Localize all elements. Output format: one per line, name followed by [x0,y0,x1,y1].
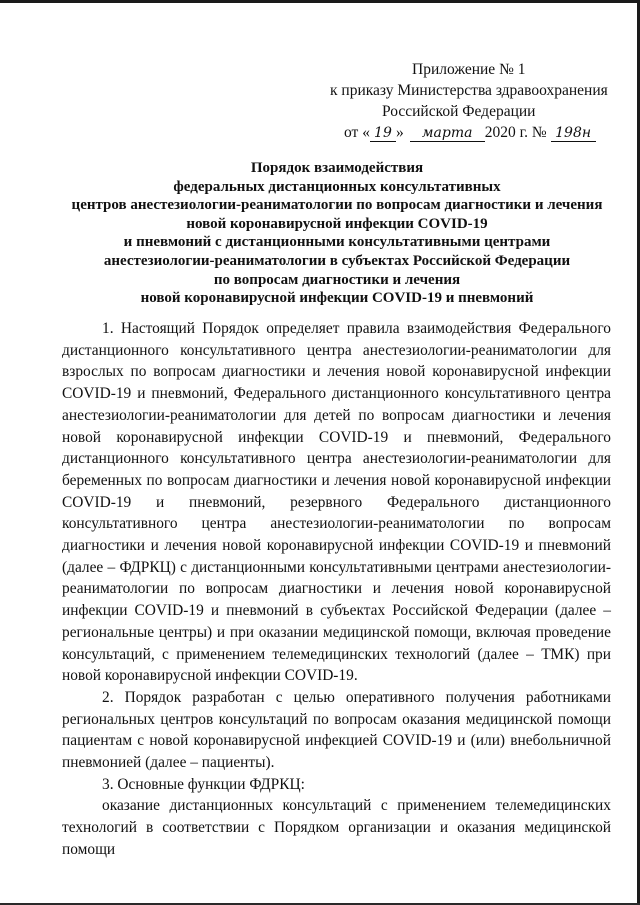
date-prefix: от « [344,124,370,141]
paragraph-1: 1. Настоящий Порядок определяет правила взаимодействия Федерального дистанционного консультативного центра анестезиологии-реаниматологии для взрослых по вопросам диагностики и лечения новой коронавирусной инфекции COVID-19 и пневмоний, Федерального дистанционного консультативного центра анестезиологии-реаниматологии для детей по вопросам диагностики и лечения новой коронавирусной инфекции COVID-19 и пневмоний, Федерального дистанционного консультативного центра анестезиологии-реаниматологии для беременных по вопросам диагностики и лечения новой коронавирусной инфекции COVID-19 и пневмоний, резервного Федерального дистанционного консультативного центра анестезиологии-реаниматологии по вопросам диагностики и лечения новой коронавирусной инфекции COVID-19 и пневмоний (далее – ФДРКЦ) с дистанционными консультативными центрами анестезиологии-реаниматологии по вопросам диагностики и лечения новой коронавирусной инфекции COVID-19 и пневмоний в субъектах Российской Федерации (далее – региональные центры) и при оказании медицинской помощи, включая проведение консультаций, с применением телемедицинских технологий (далее – ТМК) при новой коронавирусной инфекции COVID-19. [62,320,611,685]
title-line: федеральных дистанционных консультативных [173,178,501,195]
document-body [62,318,611,861]
date-mid: » [395,124,404,141]
handwritten-day: 19 [370,125,396,142]
title-line: Порядок взаимодействия [250,160,424,176]
appendix-header [330,59,630,143]
paragraph-4: оказание дистанционных консультаций с применением телемедицинских технологий в соответствии с Порядком организации и оказания медицинской помощи [62,797,611,858]
appendix-date-line [330,122,630,143]
handwritten-month: марта [410,125,485,142]
title-line: и пневмоний с дистанционными консультативными центрами [123,234,551,251]
date-year: 2020 г. № [484,124,547,141]
appendix-order-ref: к приказу Министерства здравоохранения [330,82,608,99]
title-line: анестезиологии-реаниматологии в субъектах Российской Федерации [103,252,571,269]
document-title [40,159,634,308]
title-line: новой коронавирусной инфекции COVID-19 и пневмоний [140,290,534,307]
appendix-ministry: Российской Федерации [382,103,536,120]
paragraph-2: 2. Порядок разработан с целью оперативного получения работниками региональных центров консультаций по вопросам оказания медицинской помощи пациентам с новой коронавирусной инфекцией COVID-19 и (или) внебольничной пневмонией (далее – пациенты). [62,688,611,772]
appendix-title: Приложение № 1 [412,61,526,78]
scan-border-top [0,0,640,3]
title-line: центров анестезиологии-реаниматологии по вопросам диагностики и лечения [71,197,603,214]
title-line: по вопросам диагностики и лечения [213,271,461,288]
handwritten-order-number: 198н [551,125,596,142]
paragraph-3: 3. Основные функции ФДРКЦ: [102,775,305,793]
title-line: новой коронавирусной инфекции COVID-19 [186,215,488,232]
